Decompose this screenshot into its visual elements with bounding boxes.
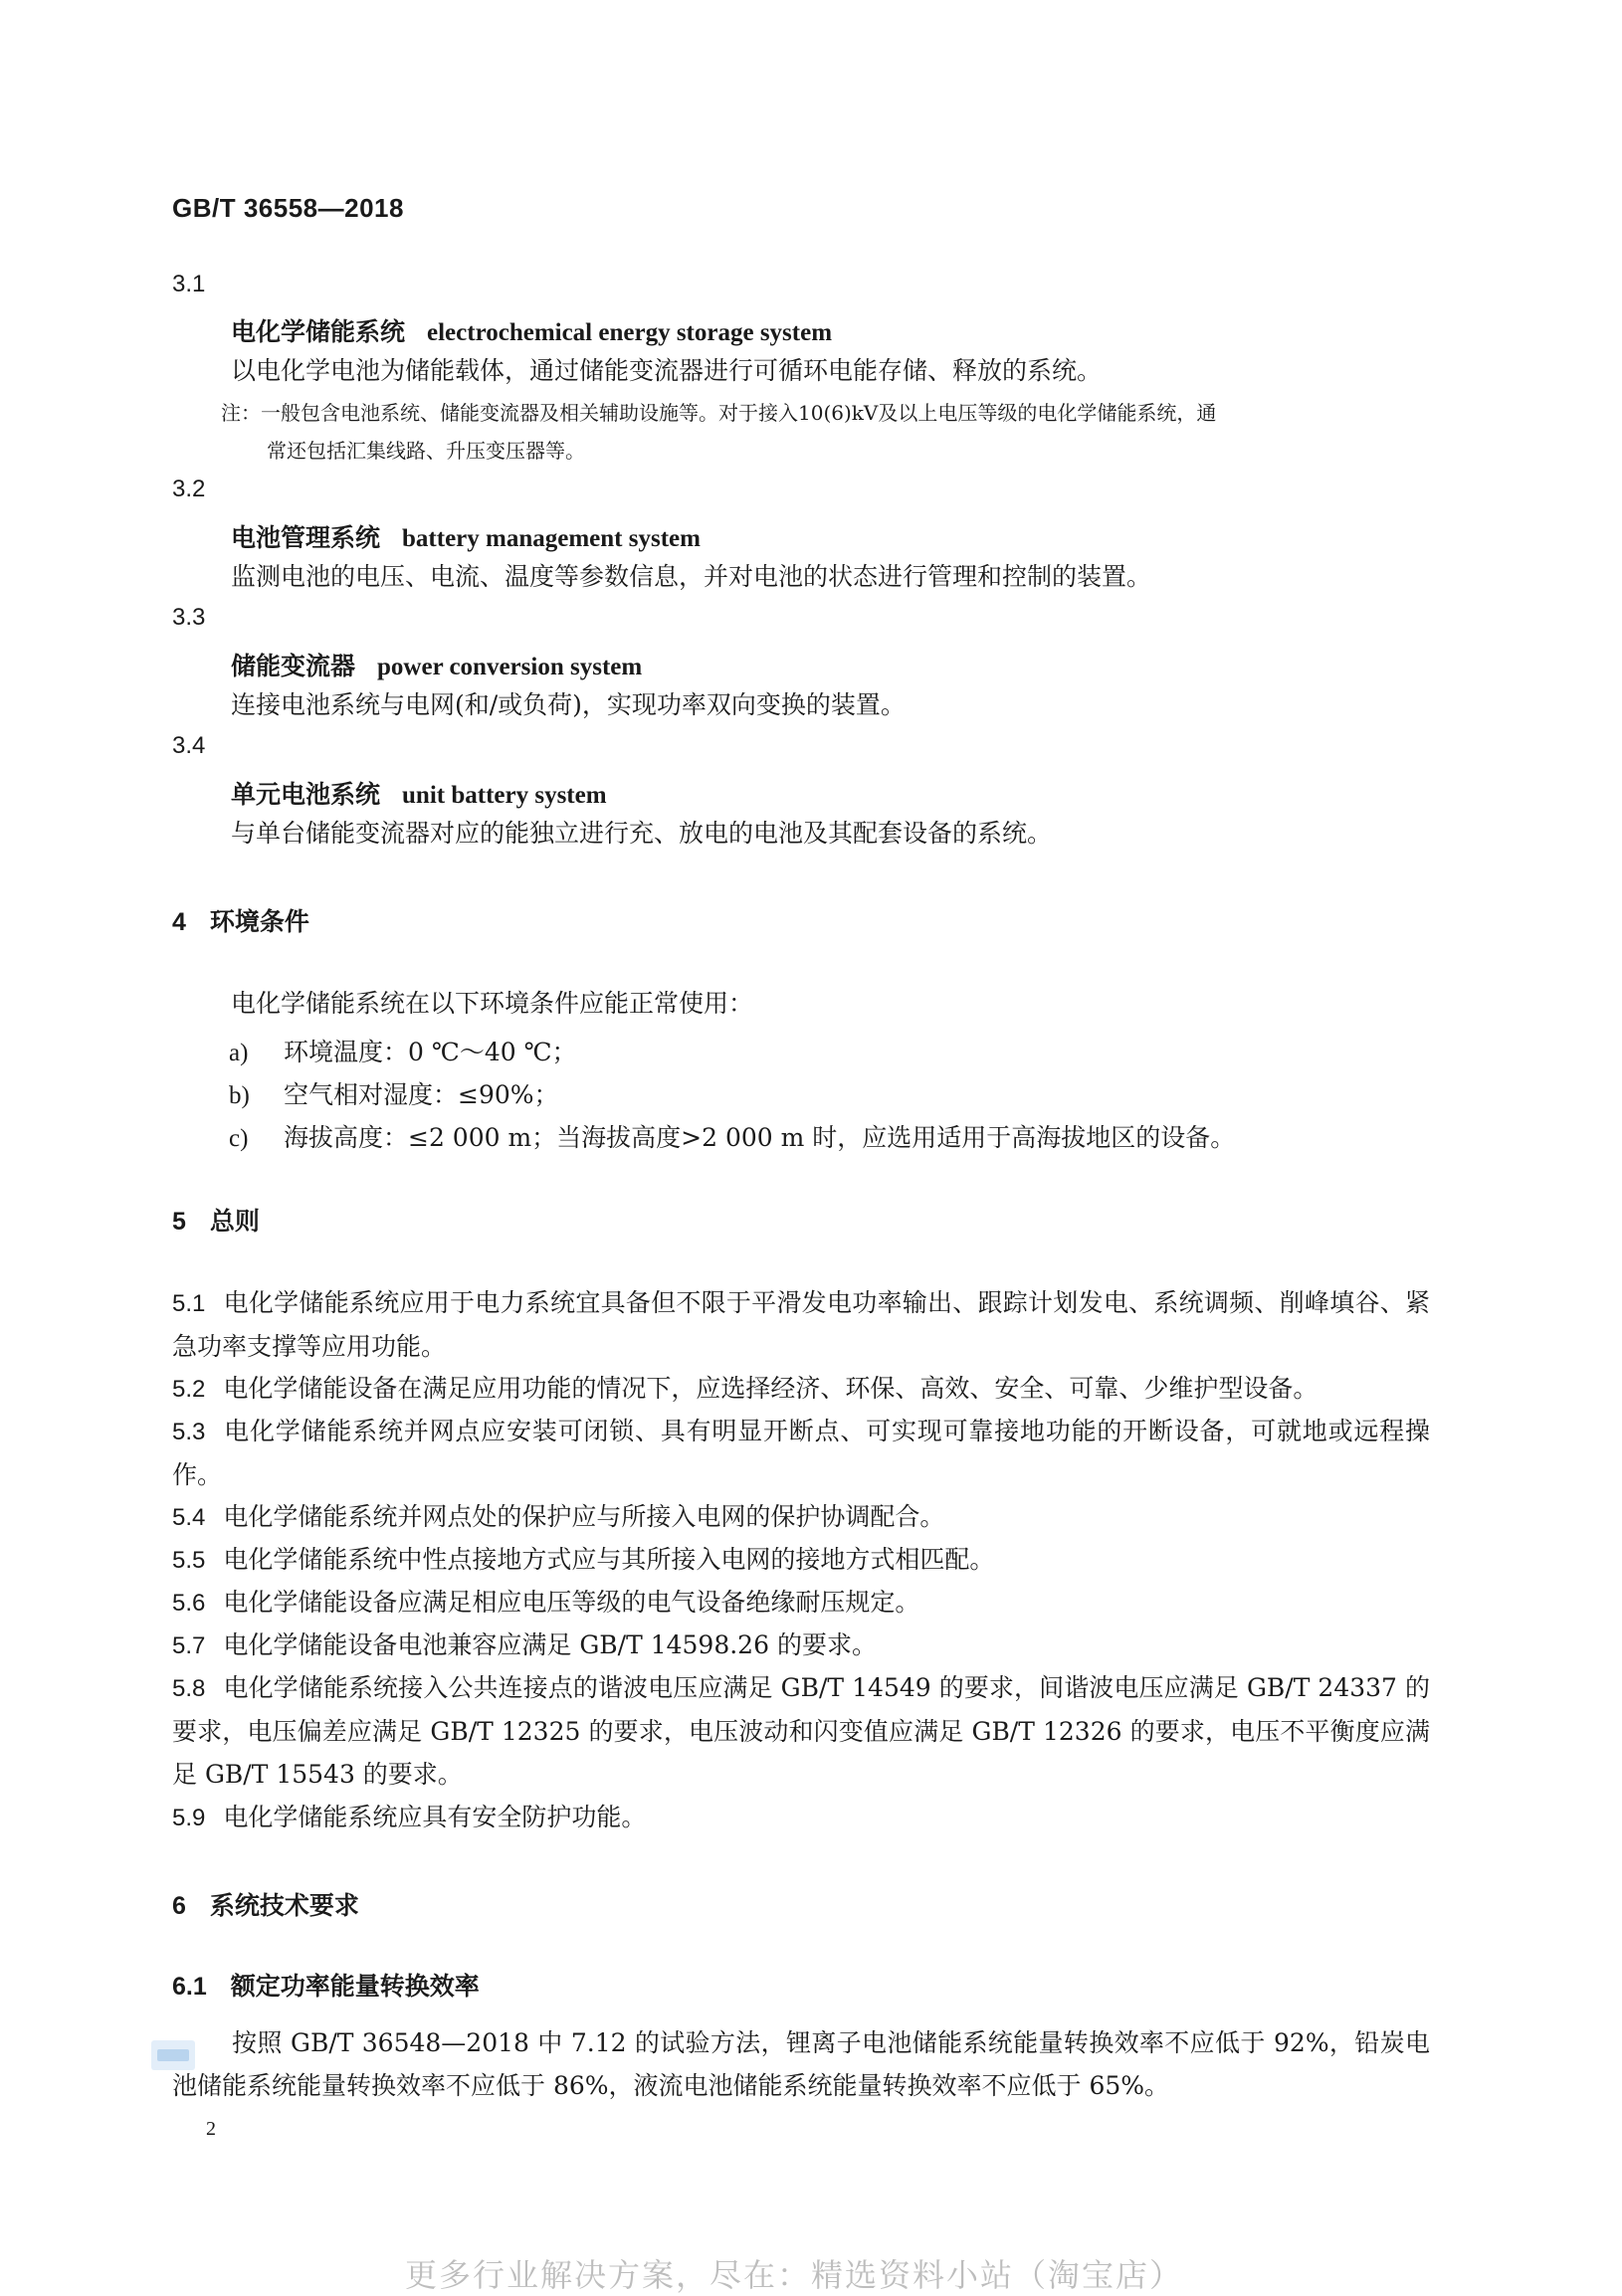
clause-number: 5.3 (172, 1419, 206, 1445)
list-label: b) (229, 1082, 250, 1109)
clause (172, 1624, 1430, 1667)
section-number: 4 (172, 908, 186, 936)
subsection-number: 6.1 (172, 1973, 207, 2001)
section-heading (172, 1886, 359, 1922)
clause-number: 5.8 (172, 1675, 206, 1702)
clause-number: 5.5 (172, 1547, 206, 1574)
section-title: 总则 (209, 1207, 260, 1236)
clause (172, 1581, 1430, 1625)
list-text: 空气相对湿度：≤90%； (284, 1080, 559, 1109)
clause (172, 1410, 1430, 1496)
subsection-title: 额定功率能量转换效率 (230, 1972, 480, 2001)
term-title (231, 775, 607, 811)
clause-text: 电化学储能设备在满足应用功能的情况下，应选择经济、环保、高效、安全、可靠、少维护型设备。 (223, 1374, 1318, 1403)
clause-text: 电化学储能系统应用于电力系统宜具备但不限于平滑发电功率输出、跟踪计划发电、系统调频、削峰填谷、紧急功率支撑等应用功能。 (172, 1288, 1430, 1361)
term-zh: 单元电池系统 (231, 780, 381, 809)
clause-text: 电化学储能系统应具有安全防护功能。 (223, 1803, 647, 1831)
term-note (221, 394, 1216, 432)
term-number: 3.4 (172, 732, 206, 759)
list-label: a) (229, 1040, 249, 1066)
clause-number: 5.7 (172, 1632, 206, 1659)
term-title (231, 518, 701, 554)
section-heading (172, 902, 309, 938)
list-text: 海拔高度：≤2 000 m；当海拔高度>2 000 m 时，应选用适用于高海拔地区的设备。 (284, 1123, 1236, 1152)
term-definition: 监测电池的电压、电流、温度等参数信息，并对电池的状态进行管理和控制的装置。 (231, 562, 1152, 591)
term-title (231, 312, 832, 348)
section-intro: 电化学储能系统在以下环境条件应能正常使用： (231, 989, 754, 1018)
clause (172, 1538, 1430, 1582)
list-item (229, 1118, 1235, 1154)
standard-code-header: GB/T 36558—2018 (172, 193, 404, 223)
section-number: 6 (172, 1892, 186, 1920)
clause-text: 电化学储能系统接入公共连接点的谐波电压应满足 GB/T 14549 的要求，间谐波电压应满足 GB/T 24337 的要求，电压偏差应满足 GB/T 12325 的要求，电压波动和闪变值应满足 GB/T 12326 的要求，电压不平衡度应满足 GB/T 15543 的要求。 (172, 1673, 1430, 1789)
section-title: 系统技术要求 (209, 1891, 359, 1920)
clause-number: 5.1 (172, 1290, 206, 1317)
term-zh: 电池管理系统 (231, 523, 381, 552)
term-number: 3.3 (172, 604, 206, 631)
term-definition: 连接电池系统与电网(和/或负荷)，实现功率双向变换的装置。 (231, 690, 906, 719)
clause-text: 电化学储能设备电池兼容应满足 GB/T 14598.26 的要求。 (223, 1630, 877, 1659)
term-en: battery management system (402, 525, 701, 552)
clause-paragraph: 按照 GB/T 36548—2018 中 7.12 的试验方法，锂离子电池储能系统能量转换效率不应低于 92%，铅炭电池储能系统能量转换效率不应低于 86%，液流电池储能系统能量转换效率不应低于 65%。 (172, 2028, 1430, 2100)
term-number: 3.1 (172, 271, 206, 297)
subsection-heading (172, 1967, 480, 2003)
note-line: 一般包含电池系统、储能变流器及相关辅助设施等。对于接入10(6)kV及以上电压等级的电化学储能系统，通 (261, 401, 1217, 425)
clause-text: 电化学储能系统并网点处的保护应与所接入电网的保护协调配合。 (223, 1502, 945, 1531)
list-item (229, 1075, 559, 1111)
footer-watermark-text: 更多行业解决方案，尽在：精选资料小站（淘宝店） (405, 2256, 1184, 2294)
clause (172, 1495, 1430, 1539)
clause-number: 5.4 (172, 1504, 206, 1531)
term-note-continuation: 常还包括汇集线路、升压变压器等。 (267, 439, 585, 463)
note-label: 注： (221, 401, 261, 425)
term-en: unit battery system (402, 782, 607, 809)
term-definition: 与单台储能变流器对应的能独立进行充、放电的电池及其配套设备的系统。 (231, 819, 1053, 848)
list-item (229, 1033, 577, 1068)
clause (172, 1281, 1430, 1368)
term-definition: 以电化学电池为储能载体，通过储能变流器进行可循环电能存储、释放的系统。 (231, 356, 1103, 385)
page-number: 2 (206, 2118, 216, 2140)
section-title: 环境条件 (209, 907, 309, 936)
section-heading (172, 1202, 260, 1238)
clause (172, 1666, 1430, 1796)
term-zh: 储能变流器 (231, 652, 356, 680)
section-number: 5 (172, 1208, 186, 1236)
clause-number: 5.2 (172, 1376, 206, 1403)
list-label: c) (229, 1125, 249, 1152)
list-text: 环境温度：0 ℃～40 ℃； (284, 1038, 577, 1066)
clause (172, 1796, 1430, 1839)
term-zh: 电化学储能系统 (231, 317, 406, 346)
clause-number: 5.6 (172, 1590, 206, 1617)
term-number: 3.2 (172, 476, 206, 502)
clause (172, 1367, 1430, 1411)
term-title (231, 647, 642, 682)
clause-text: 电化学储能系统并网点应安装可闭锁、具有明显开断点、可实现可靠接地功能的开断设备，可就地或远程操作。 (172, 1417, 1430, 1489)
clause-number: 5.9 (172, 1805, 206, 1831)
watermark-logo-icon (151, 2040, 195, 2070)
term-en: electrochemical energy storage system (427, 319, 833, 346)
term-en: power conversion system (377, 654, 643, 680)
clause-text: 电化学储能设备应满足相应电压等级的电气设备绝缘耐压规定。 (223, 1588, 920, 1617)
clause-text: 电化学储能系统中性点接地方式应与其所接入电网的接地方式相匹配。 (223, 1545, 995, 1574)
